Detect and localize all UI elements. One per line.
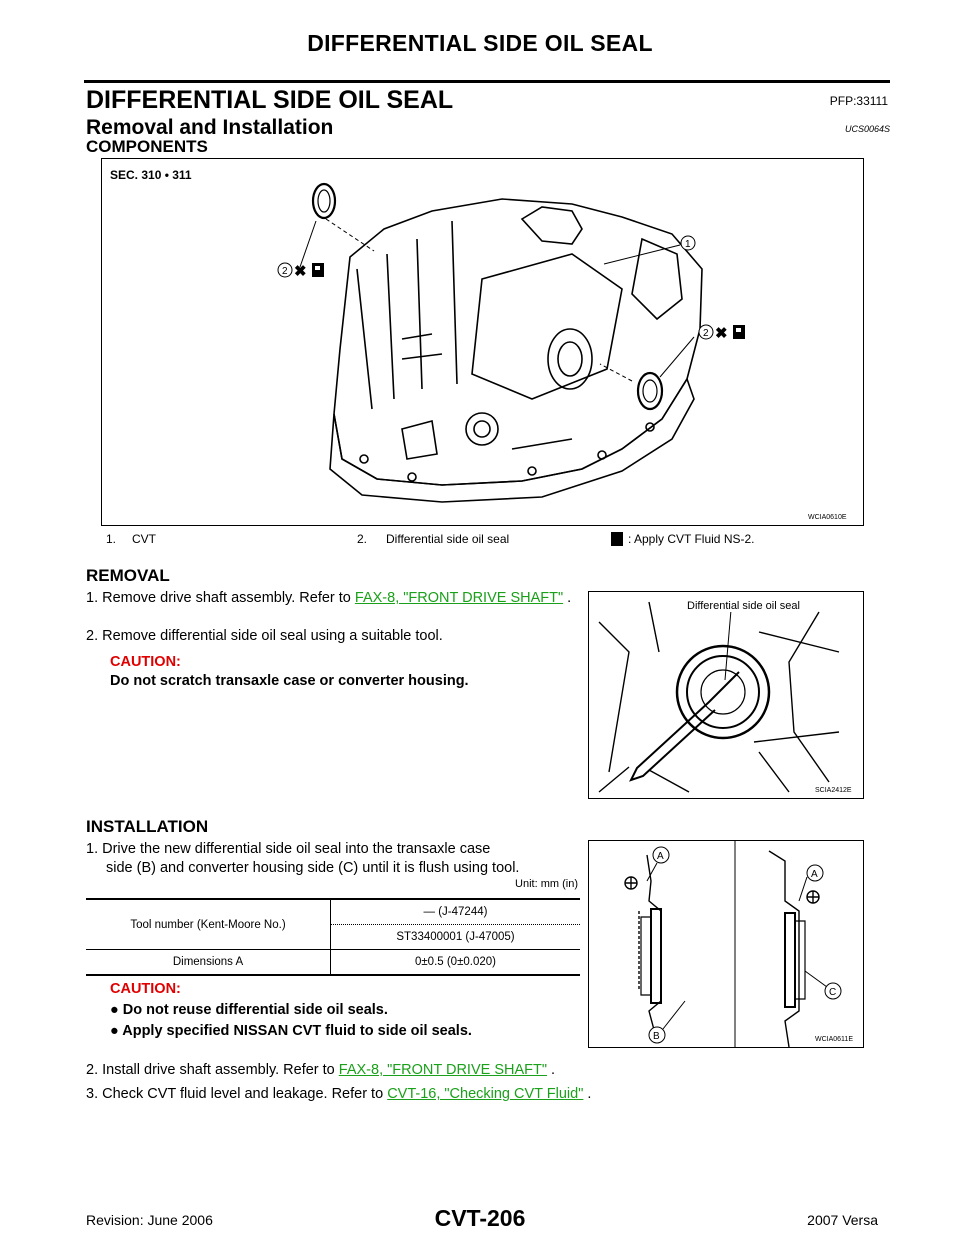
legend-text-1: CVT — [132, 532, 156, 546]
legend-text-2: Differential side oil seal — [386, 532, 510, 546]
tool-number-1: — (J-47244) — [331, 900, 581, 925]
svg-text:2: 2 — [703, 328, 709, 339]
installation-figure — [588, 840, 864, 1048]
bottom-oil-seal — [600, 364, 662, 409]
installation-caution-label: CAUTION: — [110, 981, 181, 997]
installation-step-3: 3. Check CVT fluid level and leakage. Refer to CVT-16, "Checking CVT Fluid" . — [86, 1086, 592, 1102]
page-number: CVT-206 — [434, 1205, 526, 1231]
cvt-illustration — [102, 159, 863, 525]
removal-figure-code: SCIA2412E — [815, 787, 852, 794]
components-heading: COMPONENTS — [86, 137, 208, 156]
legend-text-3: : Apply CVT Fluid NS-2. — [628, 532, 755, 546]
label-a-right: A — [811, 869, 818, 880]
tool-table — [86, 900, 580, 976]
removal-heading: REMOVAL — [86, 566, 170, 585]
tool-number-label: Tool number (Kent-Moore No.) — [86, 900, 331, 950]
link-front-drive-shaft[interactable]: FAX-8, "FRONT DRIVE SHAFT" — [354, 590, 564, 606]
footer-revision: Revision: June 2006 — [86, 1212, 213, 1228]
svg-text:2: 2 — [282, 266, 288, 277]
do-not-reuse-icon: ✖ — [294, 263, 307, 280]
callout-2-bottom — [660, 325, 745, 377]
figure-code: WCIA0610E — [808, 514, 847, 521]
pfp-code: PFP:33111 — [829, 94, 888, 108]
dimensions-value: 0±0.5 (0±0.020) — [331, 950, 581, 976]
legend-num-1: 1. — [106, 532, 117, 546]
subsection-code: UCS0064S — [844, 124, 890, 134]
label-b: B — [653, 1031, 660, 1042]
components-figure — [101, 158, 864, 526]
removal-figure — [588, 591, 864, 799]
installation-caution-item-1: ● Do not reuse differential side oil seals. — [110, 1002, 388, 1018]
unit-label: Unit: mm (in) — [515, 878, 578, 890]
removal-step-2: 2. Remove differential side oil seal using a suitable tool. — [86, 628, 443, 644]
removal-step-1: 1. Remove drive shaft assembly. Refer to FAX-8, "FRONT DRIVE SHAFT" . — [86, 590, 572, 606]
sec-label: SEC. 310 • 311 — [110, 168, 192, 182]
installation-step-2: 2. Install drive shaft assembly. Refer to FAX-8, "FRONT DRIVE SHAFT" . — [86, 1062, 556, 1078]
installation-caution-item-2: ● Apply specified NISSAN CVT fluid to side oil seals. — [110, 1023, 472, 1039]
removal-caution-label: CAUTION: — [110, 654, 181, 670]
installation-step-1-line1: 1. Drive the new differential side oil seal into the transaxle case — [86, 841, 491, 857]
installation-figure-code: WCIA0611E — [815, 1036, 853, 1043]
dimensions-label: Dimensions A — [86, 950, 331, 976]
subsection-title: Removal and Installation — [86, 116, 334, 139]
header-rule — [84, 80, 890, 83]
page-header-title: DIFFERENTIAL SIDE OIL SEAL — [307, 30, 653, 56]
installation-heading: INSTALLATION — [86, 817, 209, 836]
removal-caution-text: Do not scratch transaxle case or converter housing. — [110, 673, 469, 689]
link-front-drive-shaft-2[interactable]: FAX-8, "FRONT DRIVE SHAFT" — [338, 1062, 547, 1078]
callout-1 — [604, 236, 695, 264]
apply-fluid-legend-icon — [611, 532, 623, 546]
top-oil-seal — [313, 184, 374, 251]
link-checking-cvt-fluid[interactable]: CVT-16, "Checking CVT Fluid" — [387, 1086, 584, 1102]
legend-num-2: 2. — [357, 532, 368, 546]
tool-number-2: ST33400001 (J-47005) — [331, 925, 581, 950]
label-c: C — [829, 987, 837, 998]
installation-step-1-line2: side (B) and converter housing side (C) until it is flush using tool. — [106, 860, 520, 876]
svg-text:1: 1 — [685, 239, 691, 250]
do-not-reuse-icon: ✖ — [715, 325, 728, 342]
label-a-left: A — [657, 851, 664, 862]
callout-2-top — [278, 221, 324, 280]
footer-model: 2007 Versa — [807, 1212, 878, 1228]
oil-seal-label: Differential side oil seal — [687, 600, 800, 612]
section-title: DIFFERENTIAL SIDE OIL SEAL — [86, 86, 454, 114]
